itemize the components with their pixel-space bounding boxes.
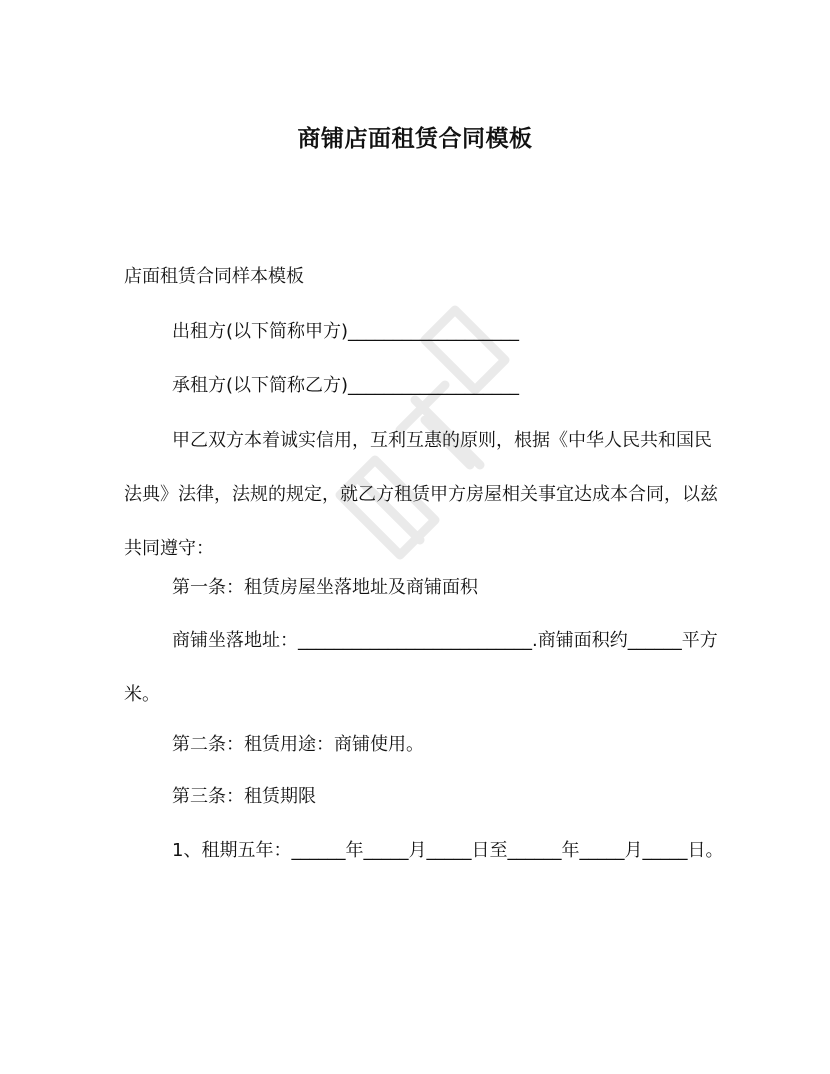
shop-address-paragraph: 商铺坐落地址：__________________________.商铺面积约______平方米。 [124,630,718,705]
preamble-paragraph: 甲乙双方本着诚实信用，互利互惠的原则，根据《中华人民共和国民法典》法律，法规的规定，就乙方租赁甲方房屋相关事宜达成本合同，以兹共同遵守： [124,430,718,559]
subtitle-paragraph: 店面租赁合同样本模板 [124,266,304,287]
article-3-heading: 第三条：租赁期限 [172,786,316,807]
article-2-paragraph: 第二条：租赁用途：商铺使用。 [172,734,424,755]
article-1-heading: 第一条：租赁房屋坐落地址及商铺面积 [172,577,478,598]
document-title: 商铺店面租赁合同模板 [297,126,533,152]
lease-term-paragraph: 1、租期五年：______年_____月_____日至______年_____月_____日。 [172,840,724,861]
lessee-line: 承租方(以下简称乙方)___________________ [172,375,520,396]
lessor-line: 出租方(以下简称甲方)___________________ [172,321,520,342]
